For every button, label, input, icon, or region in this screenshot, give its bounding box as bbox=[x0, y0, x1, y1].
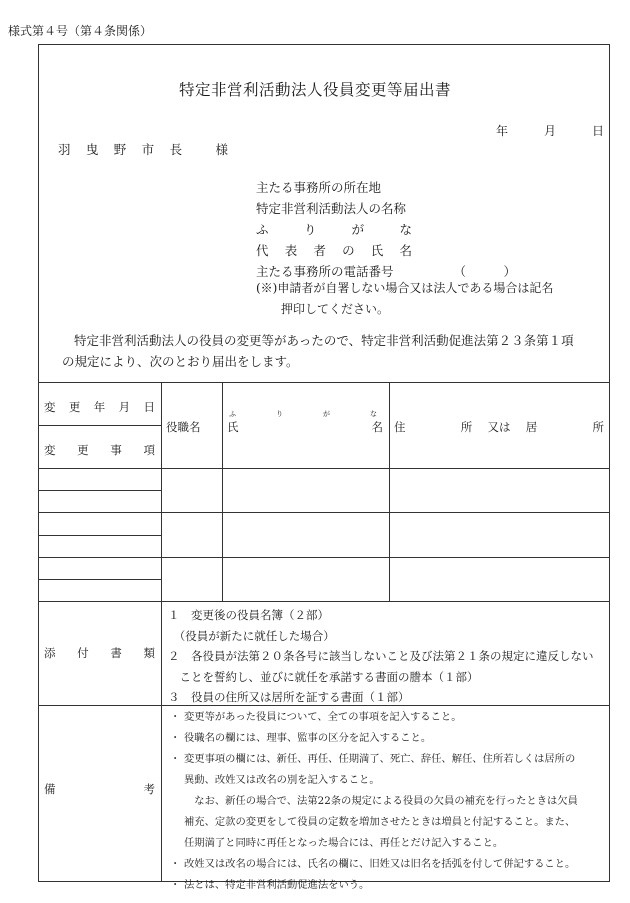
bullet: ・ bbox=[170, 732, 181, 744]
furigana-char: ふ bbox=[256, 222, 269, 237]
header-char: 変 bbox=[44, 400, 56, 414]
address-char: 居 bbox=[525, 420, 538, 434]
attachment-item: １ 変更後の役員名簿（２部） bbox=[168, 608, 329, 622]
remark-text: 法とは、特定非営利活動促進法をいう。 bbox=[184, 879, 370, 891]
furigana-label bbox=[256, 220, 412, 238]
remark-line bbox=[170, 749, 602, 770]
rep-char: 表 bbox=[284, 243, 298, 258]
page-title: 特定非営利活動法人役員変更等届出書 bbox=[178, 81, 451, 99]
date-day: 日 bbox=[591, 124, 604, 138]
remark-text: なお、新任の場合で、法第22条の規定による役員の欠員の補充を行ったときは欠員 bbox=[184, 795, 578, 807]
header-char: 変 bbox=[44, 443, 56, 457]
intro-line: 特定非営利活動法人の役員の変更等があったので、特定非営利活動促進法第２３条第１項 bbox=[74, 333, 574, 348]
date-line bbox=[496, 122, 604, 139]
addressee-char: 長 bbox=[169, 142, 183, 157]
address-char: 所 bbox=[460, 420, 473, 434]
kana-char: り bbox=[276, 410, 283, 418]
attachment-item: （役員が新たに就任した場合） bbox=[168, 628, 335, 643]
attachment-item: ３ 役員の住所又は居所を証する書面（１部） bbox=[168, 690, 410, 704]
bullet: ・ bbox=[170, 879, 181, 891]
intro-text bbox=[62, 330, 602, 372]
change-item-header bbox=[44, 442, 155, 458]
header-char: 日 bbox=[143, 400, 155, 414]
header-char: 月 bbox=[118, 400, 131, 414]
label-char: 書 bbox=[110, 646, 122, 660]
address-char: 住 bbox=[394, 420, 406, 434]
bullet: ・ bbox=[170, 858, 181, 870]
name-header bbox=[227, 419, 383, 435]
remark-line bbox=[170, 812, 602, 833]
bullet: ・ bbox=[170, 753, 181, 765]
table-top-border bbox=[38, 382, 610, 383]
note-line: 押印してください。 bbox=[281, 302, 390, 316]
position-header: 役職名 bbox=[166, 420, 201, 434]
remark-text: 変更等があった役員について、全ての事項を記入すること。 bbox=[184, 711, 462, 723]
table-vline bbox=[222, 382, 223, 601]
furigana-char: な bbox=[399, 222, 412, 237]
addressee-char: 様 bbox=[215, 142, 228, 157]
remark-text: 改姓又は改名の場合には、氏名の欄に、旧姓又は旧名を括弧を付して併記すること。 bbox=[184, 858, 576, 870]
remark-text: 変更事項の欄には、新任、再任、任期満了、死亡、辞任、解任、住所若しくは居所の bbox=[184, 753, 576, 765]
header-char: 更 bbox=[68, 400, 81, 414]
rep-char: 代 bbox=[256, 243, 269, 258]
header-char: 年 bbox=[93, 400, 106, 414]
addressee-char: 市 bbox=[141, 142, 155, 157]
remark-line bbox=[170, 854, 602, 875]
kana-char: な bbox=[370, 410, 377, 418]
remark-line bbox=[170, 728, 602, 749]
remarks-list bbox=[170, 707, 602, 896]
remark-text: 異動、改姓又は改名の別を記入すること。 bbox=[184, 774, 380, 786]
remark-line bbox=[170, 707, 602, 728]
table-divider bbox=[38, 535, 161, 536]
addressee-char: 羽 bbox=[58, 142, 71, 157]
remark-text: 任期満了と同時に再任となった場合には、再任とだけ記入すること。 bbox=[184, 837, 504, 849]
kana-char: ふ bbox=[229, 410, 236, 418]
table-divider bbox=[38, 490, 161, 491]
name-char: 氏 bbox=[227, 420, 239, 434]
remark-line bbox=[170, 770, 602, 791]
remark-line bbox=[170, 875, 602, 896]
addressee-char: 野 bbox=[113, 142, 127, 157]
bullet: ・ bbox=[170, 711, 181, 723]
furigana-char: が bbox=[351, 222, 365, 237]
label-char: 添 bbox=[44, 646, 56, 660]
remark-text: 補充、定款の変更をして役員の定数を増加させたときは増員と付記すること。また、 bbox=[184, 816, 576, 828]
rep-char: 氏 bbox=[370, 243, 384, 258]
table-vline bbox=[161, 382, 162, 882]
table-divider bbox=[38, 579, 161, 580]
header-char: 項 bbox=[143, 443, 155, 457]
form-number: 様式第４号（第４条関係） bbox=[8, 24, 153, 38]
label-char: 付 bbox=[77, 646, 89, 660]
intro-line: の規定により、次のとおり届出をします。 bbox=[62, 354, 299, 369]
table-divider bbox=[38, 512, 610, 513]
remark-line bbox=[170, 833, 602, 854]
header-char: 更 bbox=[77, 443, 89, 457]
rep-char: 名 bbox=[399, 243, 412, 258]
date-month: 月 bbox=[543, 124, 556, 138]
office-address-label: 主たる事務所の所在地 bbox=[256, 180, 382, 195]
name-char: 名 bbox=[371, 420, 383, 434]
label-char: 類 bbox=[143, 646, 155, 660]
representative-label bbox=[256, 241, 412, 259]
table-divider bbox=[38, 601, 610, 602]
address-char: 所 bbox=[592, 420, 604, 434]
kana-char: が bbox=[323, 410, 330, 418]
attachment-item: ことを誓約し、並びに就任を承諾する書面の謄本（１部） bbox=[168, 669, 479, 684]
table-divider bbox=[38, 468, 610, 469]
rep-char: の bbox=[342, 243, 355, 258]
address-header bbox=[394, 419, 604, 435]
rep-char: 者 bbox=[313, 243, 326, 258]
addressee bbox=[58, 140, 228, 158]
signature-note bbox=[256, 278, 601, 320]
remark-line bbox=[170, 791, 602, 812]
remark-text: 役職名の欄には、理事、監事の区分を記入すること。 bbox=[184, 732, 432, 744]
table-vline bbox=[389, 382, 390, 601]
furigana-header bbox=[229, 409, 377, 419]
phone-paren: （ ） bbox=[453, 264, 517, 279]
note-line: (※)申請者が自署しない場合又は法人である場合は記名 bbox=[256, 281, 554, 295]
address-char: 又は bbox=[487, 420, 511, 434]
remarks-label bbox=[44, 781, 155, 797]
attachments-list bbox=[168, 605, 604, 708]
change-date-header bbox=[44, 399, 155, 415]
attachment-item: ２ 各役員が法第２０条各号に該当しないこと及び法第２１条の規定に違反しない bbox=[168, 649, 594, 663]
table-divider bbox=[38, 425, 161, 426]
phone-label: 主たる事務所の電話番号 bbox=[256, 264, 394, 279]
attachments-label bbox=[44, 645, 155, 661]
furigana-char: り bbox=[303, 222, 317, 237]
date-year: 年 bbox=[496, 124, 509, 138]
label-char: 備 bbox=[44, 782, 56, 796]
addressee-char: 曳 bbox=[85, 142, 99, 157]
label-char: 考 bbox=[143, 782, 155, 796]
header-char: 事 bbox=[110, 443, 122, 457]
table-divider bbox=[38, 557, 610, 558]
corp-name-label: 特定非営利活動法人の名称 bbox=[256, 201, 407, 216]
